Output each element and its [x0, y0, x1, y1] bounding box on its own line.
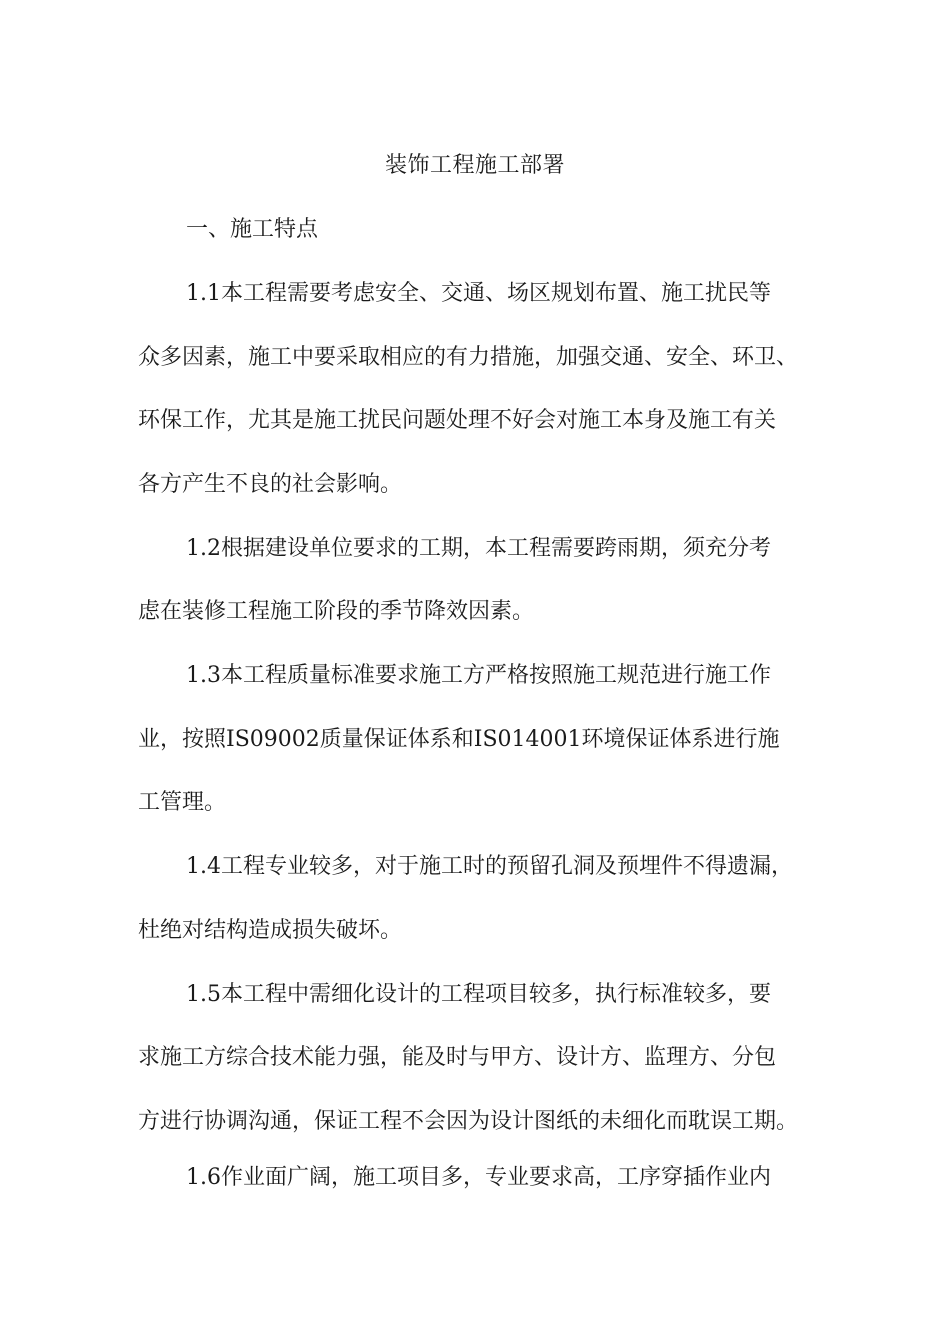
section-heading: 一、施工特点	[186, 217, 319, 242]
paragraph-line: 虑在装修工程施工阶段的季节降效因素。	[138, 599, 535, 624]
paragraph-line: 1.2根据建设单位要求的工期，本工程需要跨雨期，须充分考	[186, 536, 771, 561]
paragraph-line: 1.1本工程需要考虑安全、交通、场区规划布置、施工扰民等	[186, 281, 771, 306]
document-title: 装饰工程施工部署	[384, 153, 565, 178]
paragraph-line: 杜绝对结构造成损失破坏。	[138, 918, 403, 943]
paragraph-line: 各方产生不良的社会影响。	[138, 472, 403, 497]
paragraph-line: 求施工方综合技术能力强，能及时与甲方、设计方、监理方、分包	[138, 1045, 777, 1070]
paragraph-line: 环保工作，尤其是施工扰民问题处理不好会对施工本身及施工有关	[138, 408, 777, 433]
paragraph-line: 1.5本工程中需细化设计的工程项目较多，执行标准较多，要	[186, 982, 771, 1007]
paragraph-line: 众多因素，施工中要采取相应的有力措施，加强交通、安全、环卫、	[138, 345, 799, 370]
paragraph-line: 1.4工程专业较多，对于施工时的预留孔洞及预埋件不得遗漏，	[186, 854, 793, 879]
paragraph-line: 1.6作业面广阔，施工项目多，专业要求高，工序穿插作业内	[186, 1165, 771, 1190]
paragraph-line: 方进行协调沟通，保证工程不会因为设计图纸的未细化而耽误工期。	[138, 1109, 799, 1134]
paragraph-line: 工管理。	[138, 790, 227, 815]
paragraph-line: 1.3本工程质量标准要求施工方严格按照施工规范进行施工作	[186, 663, 771, 688]
paragraph-line: 业，按照IS09002质量保证体系和IS014001环境保证体系进行施	[138, 727, 780, 752]
